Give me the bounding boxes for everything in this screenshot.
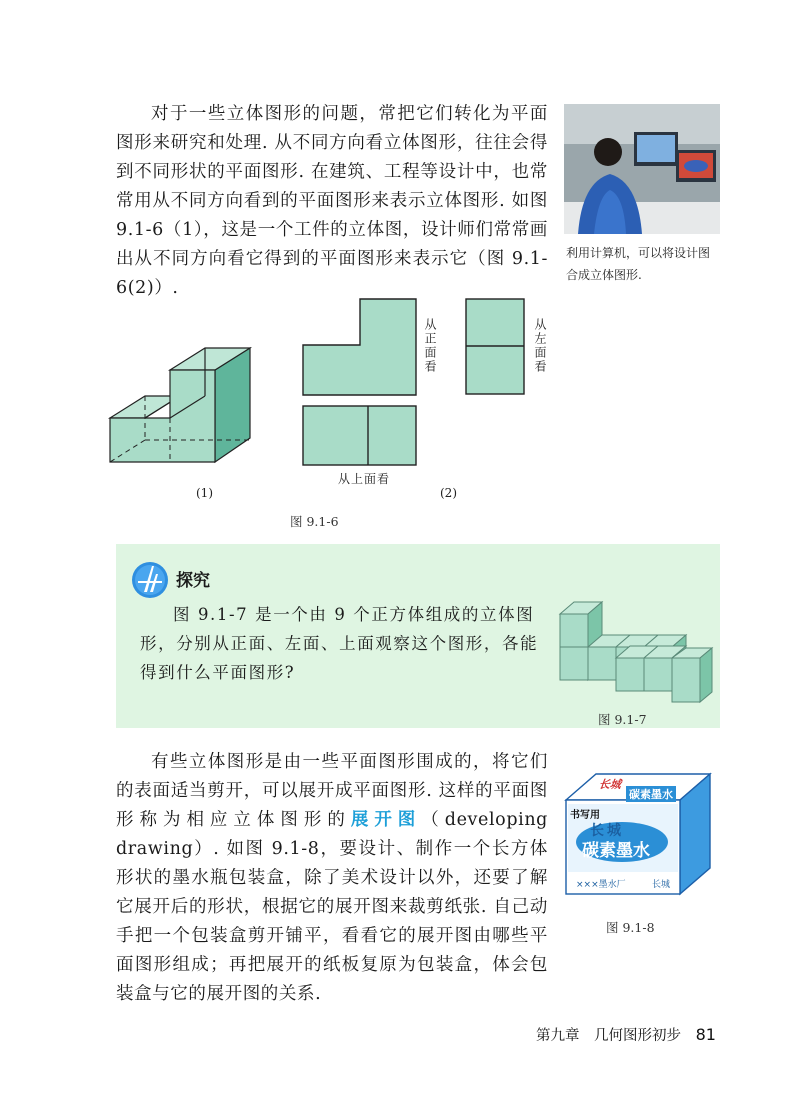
box-tag: 书写用 (570, 810, 600, 821)
box-brand: 长城 (590, 823, 624, 839)
workpiece-solid (105, 340, 255, 470)
photo-caption-text: 利用计算机，可以将设计图合成立体图形. (566, 246, 711, 282)
box-maker: ×××墨水厂 (576, 880, 626, 890)
explore-title: 探究 (176, 571, 210, 591)
photo-caption (566, 242, 716, 286)
box-top-name: 碳素墨水 (626, 786, 676, 802)
front-view (302, 298, 422, 398)
footer (536, 1024, 716, 1045)
figure-9-1-7-caption: 图 9.1-7 (598, 712, 647, 727)
left-view-label: 从左面看 (533, 318, 547, 374)
box-maker-brand: 长城 (652, 880, 671, 890)
unfold-paragraph (116, 748, 548, 1009)
computer-photo (564, 104, 720, 234)
intro-paragraph (116, 100, 548, 303)
top-view-label: 从上面看 (338, 472, 391, 486)
computer-scene-image (564, 104, 720, 234)
figure-9-1-8-caption: 图 9.1-8 (606, 920, 655, 935)
box-top-brand: 长城 (597, 778, 625, 791)
top-view (302, 405, 422, 467)
chapter-title: 第九章 几何图形初步 (536, 1028, 681, 1044)
intro-text: 对于一些立体图形的问题，常把它们转化为平面图形来研究和处理. 从不同方向看立体图形，往往会得到不同形状的平面图形. 在建筑、工程等设计中，也常常用从不同方向看到的平面图形来表示立体图形. 如图 9.1-6（1），这是一个工件的立体图，设计师们常常画出从不同方向看它得到的平面图形来表示它（图 9.1-6(2)）. (116, 104, 548, 298)
unfold-text-before: 有些立体图形是由一些平面图形围成的，将它们的表面适当剪开，可以展开成平面图形. 这样的平面图形称为相应立体图形的 (116, 752, 548, 830)
box-name: 碳素墨水 (582, 841, 650, 861)
unfold-text-after: （developing drawing）. 如图 9.1-8，要设计、制作一个长方体形状的墨水瓶包装盒，除了美术设计以外，还要了解它展开后的形状，根据它的展开图来裁剪纸张. 自己动手把一个包装盒剪开铺平，看看它的展开图由哪些平面图形组成；再把展开的纸板复原为包装盒，体会包装盒与它的展开图的关系. (116, 810, 548, 1004)
nine-cube-solid (556, 596, 716, 706)
explore-text (140, 600, 554, 687)
page-number: 81 (695, 1025, 716, 1044)
term-developing-drawing: 展开图 (350, 810, 422, 830)
unfold-text (116, 748, 548, 1009)
front-view-label: 从正面看 (423, 318, 437, 374)
explore-compass-icon (130, 560, 170, 600)
figure-sub-2: (2) (440, 486, 457, 500)
figure-sub-1: (1) (196, 486, 213, 500)
explore-question: 图 9.1-7 是一个由 9 个正方体组成的立体图形，分别从正面、左面、上面观察这个图形，各能得到什么平面图形? (140, 605, 539, 682)
figure-9-1-6-caption: 图 9.1-6 (290, 514, 339, 529)
left-view (465, 298, 527, 398)
explore-box (116, 544, 720, 728)
